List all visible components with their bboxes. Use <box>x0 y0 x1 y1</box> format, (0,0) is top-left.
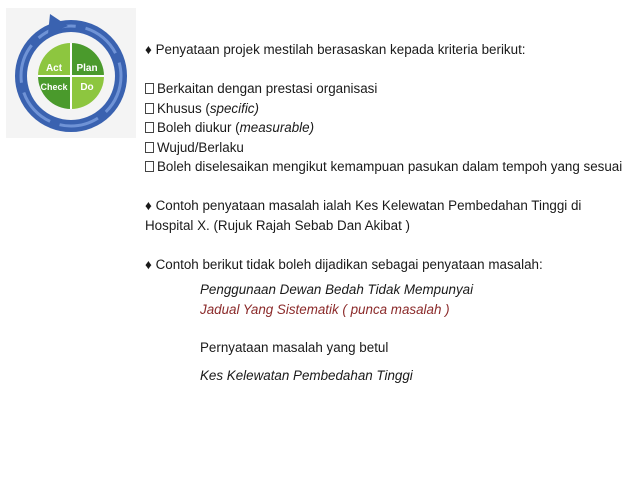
checkbox-icon <box>145 83 154 94</box>
correct-label: Pernyataan masalah yang betul <box>200 340 389 355</box>
act-label: Act <box>45 63 63 74</box>
non-example-heading <box>145 255 625 275</box>
criteria-item: Boleh diselesaikan mengikut kemampuan pasukan dalam tempoh yang sesuai <box>145 157 625 177</box>
criteria-item: Boleh diukur (measurable) <box>145 118 625 138</box>
example-statement <box>145 196 625 235</box>
criteria-heading <box>145 40 625 60</box>
checkbox-icon <box>145 103 154 114</box>
criteria-item: Wujud/Berlaku <box>145 138 625 158</box>
non-example-heading-text: Contoh berikut tidak boleh dijadikan sebagai penyataan masalah: <box>155 256 543 272</box>
criteria-item: Berkaitan dengan prestasi organisasi <box>145 79 625 99</box>
non-example-line-1: Penggunaan Dewan Bedah Tidak Mempunyai <box>200 282 474 297</box>
criteria-item: Khusus (specific) <box>145 99 625 119</box>
criteria-heading-text: Penyataan projek mestilah berasaskan kepada kriteria berikut: <box>155 42 526 57</box>
checkbox-icon <box>145 122 154 133</box>
diamond-bullet-icon: ♦ <box>145 198 152 213</box>
correct-example: Kes Kelewatan Pembedahan Tinggi <box>200 367 413 383</box>
check-label: Check <box>40 82 68 92</box>
pdca-cycle-icon <box>6 8 136 138</box>
checkbox-icon <box>145 161 154 172</box>
diamond-bullet-icon: ♦ <box>145 256 152 272</box>
slide-content <box>145 40 625 385</box>
non-example-line-2: Jadual Yang Sistematik ( punca masalah ) <box>200 301 450 317</box>
do-label: Do <box>80 82 94 93</box>
example-statement-text: Contoh penyataan masalah ialah Kes Kelewatan Pembedahan Tinggi di Hospital X. (Rujuk Rajah Sebab Dan Akibat ) <box>145 198 582 233</box>
plan-label: Plan <box>76 63 98 74</box>
checkbox-icon <box>145 142 154 153</box>
diamond-bullet-icon: ♦ <box>145 42 152 57</box>
